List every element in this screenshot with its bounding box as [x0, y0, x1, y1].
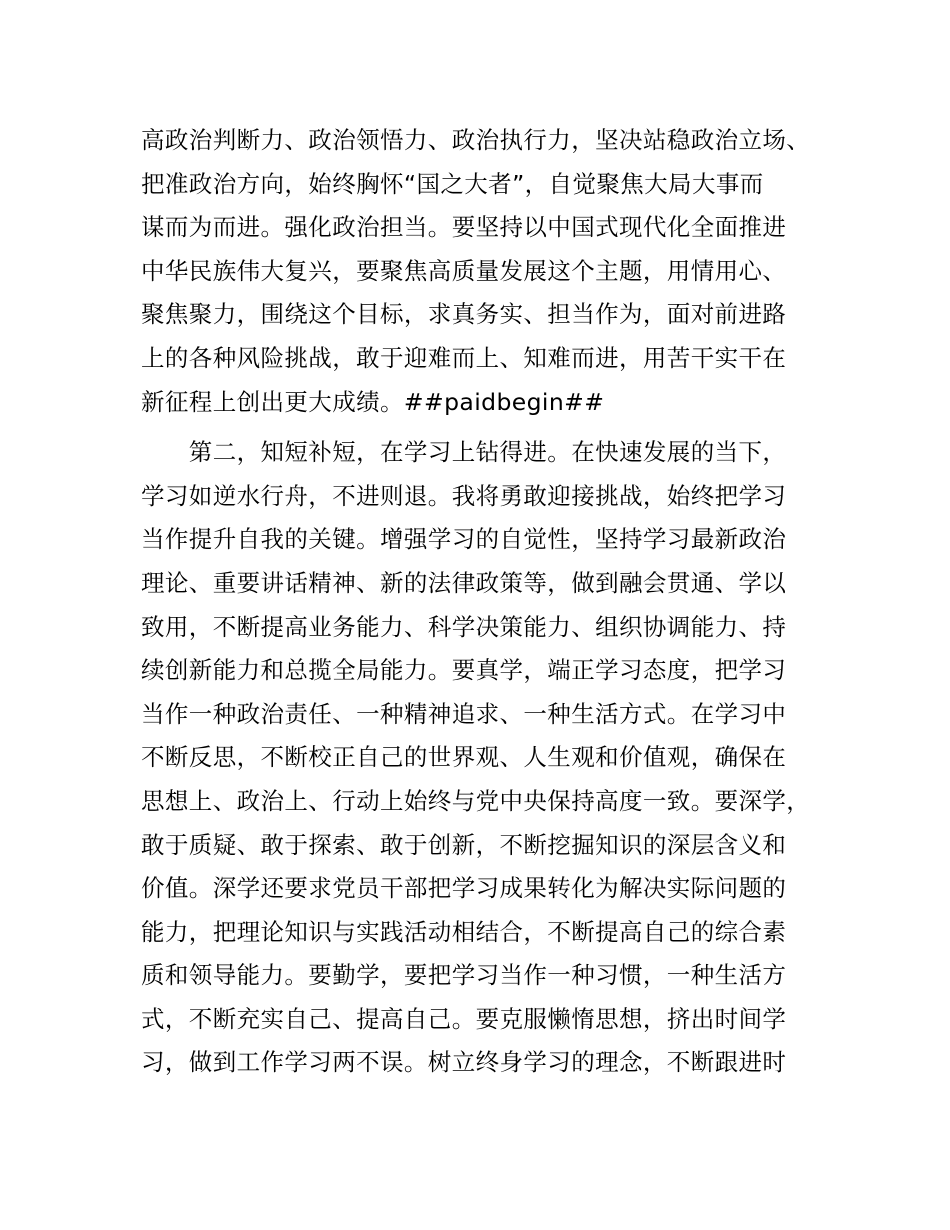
text-line: 高政治判断力、政治领悟力、政治执行力，坚决站稳政治立场、	[141, 126, 811, 154]
text-line: 质和领导能力。要勤学，要把学习当作一种习惯，一种生活方	[141, 961, 787, 990]
text-line: 当作提升自我的关键。增强学习的自觉性，坚持学习最新政治	[141, 525, 787, 554]
text-line: 把准政治方向，始终胸怀“国之大者”，自觉聚焦大局大事而	[141, 169, 764, 198]
text-line: 当作一种政治责任、一种精神追求、一种生活方式。在学习中	[141, 699, 787, 728]
text-line: 敢于质疑、敢于探索、敢于创新，不断挖掘知识的深层含义和	[141, 830, 787, 859]
text-line: 续创新能力和总揽全局能力。要真学，端正学习态度，把学习	[141, 656, 787, 685]
text-line: 中华民族伟大复兴，要聚焦高质量发展这个主题，用情用心、	[141, 256, 787, 285]
text-line: 习，做到工作学习两不误。树立终身学习的理念，不断跟进时	[141, 1048, 787, 1077]
text-line: 式，不断充实自己、提高自己。要克服懒惰思想，挤出时间学	[141, 1004, 787, 1033]
text-line: 思想上、政治上、行动上始终与党中央保持高度一致。要深学，	[141, 786, 811, 815]
paragraph-spacer	[141, 424, 841, 431]
paragraph-political-responsibility	[141, 119, 841, 424]
document-body	[141, 119, 841, 1085]
text-line: 不断反思，不断校正自己的世界观、人生观和价值观，确保在	[141, 743, 787, 772]
text-line: 上的各种风险挑战，敢于迎难而上、知难而进，用苦干实干在	[141, 343, 787, 372]
text-line: 第二，知短补短，在学习上钻得进。在快速发展的当下，	[141, 438, 787, 467]
text-line: 聚焦聚力，围绕这个目标，求真务实、担当作为，面对前进路	[141, 300, 787, 329]
text-line: 新征程上创出更大成绩。##paidbegin##	[141, 387, 605, 416]
text-line: 能力，把理论知识与实践活动相结合，不断提高自己的综合素	[141, 917, 787, 946]
text-line: 学习如逆水行舟，不进则退。我将勇敢迎接挑战，始终把学习	[141, 481, 787, 510]
paragraph-learning	[141, 431, 841, 1085]
text-line: 理论、重要讲话精神、新的法律政策等，做到融会贯通、学以	[141, 568, 787, 597]
text-line: 谋而为而进。强化政治担当。要坚持以中国式现代化全面推进	[141, 213, 787, 242]
text-line: 价值。深学还要求党员干部把学习成果转化为解决实际问题的	[141, 874, 787, 903]
text-line: 致用，不断提高业务能力、科学决策能力、组织协调能力、持	[141, 612, 787, 641]
